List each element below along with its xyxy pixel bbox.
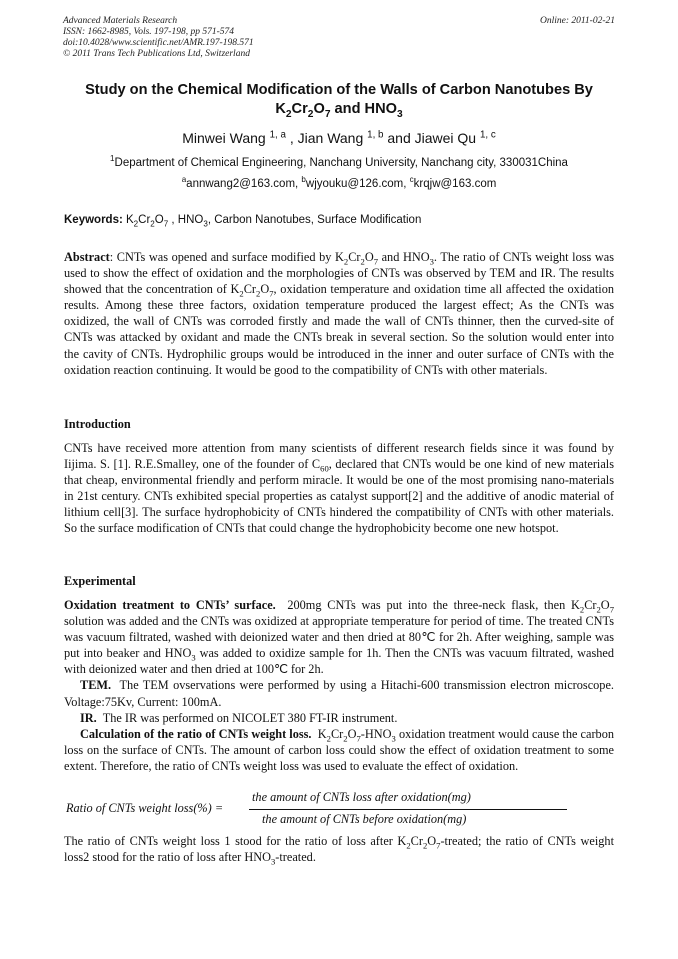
abstract-text: CNTs was opened and surface modified by $K_2Cr_2O_7$ and $HNO_3$. The ratio of CNTs weight loss was used to show the effect of oxidation and the morphologies of CNTs was observed by TEM and IR. The results showed that the concentration of $K_2Cr_2O_7$, oxidation temperature and oxidation time all affected the oxidation results. Among these three factors, oxidation temperature produced the largest effect; As the CNTs was oxidized, the wall of CNTs was corroded firstly and made the wall of CNTs thinner, then the curved-site of CNTs was attacked by oxidant and made the CNTs break in several section. So the solution would enter into the cavity of CNTs. Hydrophilic groups would be introduced in the inner and outer surface of CNTs with the oxidation reaction continuing. It would be good to the compatibility of CNTs with other materials. — [64, 250, 615, 377]
copyright: © 2011 Trans Tech Publications Ltd, Switzerland — [63, 49, 250, 59]
formula-explanation: The ratio of CNTs weight loss 1 stood for the ratio of loss after $K_2Cr_2O_7$-treated; the ratio of CNTs weight loss2 stood for the ratio of loss after $HNO_3$-treated. — [64, 834, 614, 867]
section-heading-experimental: Experimental — [64, 574, 136, 588]
ir-label: IR. — [80, 710, 97, 725]
paper-title — [40, 81, 638, 119]
author-emails: $^a$annwang2@163.com, $^b$wjyouku@126.com, $^c$krqjw@163.com — [181, 175, 497, 190]
author-list: Minwei Wang $^{1, a}$ , Jian Wang $^{1, b}$ and Jiawei Qu $^{1, c}$ — [182, 129, 496, 146]
formula-lhs: Ratio of CNTs weight loss(%) = — [66, 801, 224, 815]
oxidation-label: Oxidation treatment to CNTs’ surface. — [64, 598, 276, 612]
introduction-text: CNTs have received more attention from many scientists of different research fields since it was found by Iijima. S. [1]. R.E.Smalley, one of the founder of $C_{60}$, declared that CNTs would be one kind of new materials that cheap, environmental friendly and perform miracle. It would be one of the most promising nano-materials in 21st century. CNTs exhibited special properties as catalyst support[2] and the additive of anodic material of lithium cell[3]. The surface hydrophobicity of CNTs hindered the compatibility of CNTs with other materials. So the surface modification of CNTs that could change the hydrophobicity become one new hotspot. — [64, 441, 614, 536]
calc-label: Calculation of the ratio of CNTs weight loss. — [80, 726, 312, 741]
title-line-1: Study on the Chemical Modification of the Walls of Carbon Nanotubes By — [85, 82, 593, 98]
affiliation: $^1$Department of Chemical Engineering, Nanchang University, Nanchang city, 330031China — [110, 154, 568, 169]
issn: ISSN: 1662-8985, Vols. 197-198, pp 571-574 — [63, 27, 234, 37]
title-line-2: $K_2Cr_2O_7$ and $HNO_3$ — [275, 101, 403, 120]
journal-name: Advanced Materials Research — [63, 16, 178, 26]
weight-loss-formula — [66, 790, 586, 834]
tem-label: TEM. — [80, 678, 112, 693]
fraction-bar — [249, 809, 567, 810]
formula-numerator: the amount of CNTs loss after oxidation(mg) — [252, 790, 471, 804]
online-date: Online: 2011-02-21 — [539, 16, 615, 26]
journal-header — [63, 16, 254, 60]
experimental-text: Oxidation treatment to CNTs’ surface. 200mg CNTs was put into the three-neck flask, then $K_2Cr_2O_7$ solution was added and the CNTs was oxidized at appropriate temperature for period of time. The treated CNTs was vacuum filtrated, washed with deionized water and then dried at 80℃ for 2h. After weighing, sample was put into beaker and $HNO_3$ was added to oxidize sample for 1h. Then the CNTs was vacuum filtrated, washed with deionized water and then dried at 100℃ for 2h. TEM. The TEM ovservations were performed by using a Hitachi-600 transmission electron microscope. Voltage:75Kv, Current: 100mA. IR. The IR was performed on NICOLET 380 FT-IR instrument. Calculation of the ratio of CNTs weight loss. $K_2Cr_2O_7-HNO_3$ oxidation treatment would cause the carbon loss on the surface of CNTs. The amount of carbon loss could show the effect of oxidation treatment to some extent. Therefore, the ratio of CNTs weight loss was used to evaluate the effect of oxidation. — [64, 598, 615, 773]
abstract: Abstract: CNTs was opened and surface modified by $K_2Cr_2O_7$ and $HNO_3$. The ratio of CNTs weight loss was used to show the effect of oxidation and the morphologies of CNTs was observed by TEM and IR. The results showed that the concentration of $K_2Cr_2O_7$, oxidation temperature and oxidation time all affected the oxidation results. Among these three factors, oxidation temperature produced the largest effect; As the CNTs was oxidized, the wall of CNTs was corroded firstly and made the wall of CNTs thinner, then the curved-site of CNTs was attacked by oxidant and made the CNTs break in several section. So the solution would enter into the cavity of CNTs. Hydrophilic groups would be introduced in the inner and outer surface of CNTs with the oxidation reaction continuing. It would be good to the compatibility of CNTs with other materials. — [64, 250, 615, 377]
formula-denominator: the amount of CNTs before oxidation(mg) — [262, 812, 467, 826]
section-heading-introduction: Introduction — [64, 417, 131, 431]
doi: doi:10.4028/www.scientific.net/AMR.197-198.571 — [63, 38, 254, 48]
keywords: Keywords: $K_2Cr_2O_7$ , $HNO_3$, Carbon Nanotubes, Surface Modification — [64, 214, 422, 229]
